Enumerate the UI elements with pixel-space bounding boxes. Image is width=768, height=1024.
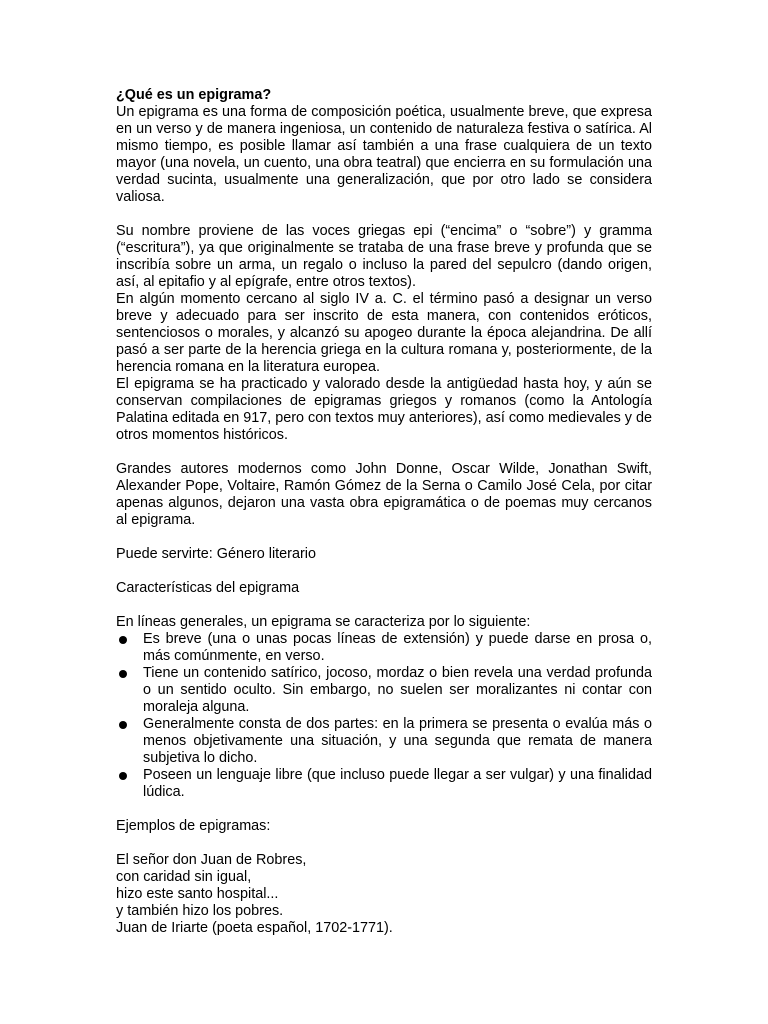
paragraph-authors: Grandes autores modernos como John Donne, Oscar Wilde, Jonathan Swift, Alexander Pope, Voltaire, Ramón Gómez de la Serna o Camilo José Cela, por citar apenas algunos, dejaron una vasta obra epigramática o de poemas muy cercanos al epigrama. <box>116 461 652 528</box>
document-title: ¿Qué es un epigrama? <box>116 87 272 103</box>
paragraph-etymology: Su nombre proviene de las voces griegas epi (“encima” o “sobre”) y gramma (“escritura”), ya que originalmente se trataba de una frase breve y profunda que se inscribía sobre un arma, un regalo o incluso la pared del sepulcro (dando origen, así, al epitafio y al epígrafe, entre otros textos). <box>116 223 652 290</box>
characteristics-intro: En líneas generales, un epigrama se caracteriza por lo siguiente: <box>116 614 531 630</box>
related-link-text: Puede servirte: Género literario <box>116 546 316 562</box>
paragraph-history: En algún momento cercano al siglo IV a. C. el término pasó a designar un verso breve y adecuado para ser inscrito de esta manera, con contenidos eróticos, sentenciosos o morales, y alcanzó su apogeo durante la época alejandrina. De allí pasó a ser parte de la herencia griega en la cultura romana y, posteriormente, de la herencia romana en la literatura europea. <box>116 291 652 375</box>
bullet-icon <box>119 772 127 780</box>
spacer <box>116 529 652 546</box>
paragraph-practice: El epigrama se ha practicado y valorado desde la antigüedad hasta hoy, y aún se conservan compilaciones de epigramas griegos y romanos (como la Antología Palatina editada en 917, pero con textos muy anteriores), así como medievales y de otros momentos históricos. <box>116 376 652 443</box>
list-item-text: Es breve (una o unas pocas líneas de extensión) y puede darse en prosa o, más comúnmente, en verso. <box>143 631 652 664</box>
characteristics-list <box>116 631 652 801</box>
spacer <box>116 563 652 580</box>
list-item <box>116 665 652 716</box>
poem-line: hizo este santo hospital... <box>116 886 279 902</box>
section-heading-characteristics: Características del epigrama <box>116 580 300 596</box>
bullet-icon <box>119 636 127 644</box>
examples-heading: Ejemplos de epigramas: <box>116 818 271 834</box>
poem-line: y también hizo los pobres. <box>116 903 284 919</box>
poem-example <box>116 852 652 937</box>
list-item <box>116 631 652 665</box>
bullet-icon <box>119 670 127 678</box>
spacer <box>116 444 652 461</box>
spacer <box>116 801 652 818</box>
list-item <box>116 716 652 767</box>
spacer <box>116 206 652 223</box>
poem-line: El señor don Juan de Robres, <box>116 852 307 868</box>
spacer <box>116 597 652 614</box>
paragraph-definition: Un epigrama es una forma de composición poética, usualmente breve, que expresa en un verso y de manera ingeniosa, un contenido de naturaleza festiva o satírica. Al mismo tiempo, es posible llamar así también a una frase cualquiera de un texto mayor (una novela, un cuento, una obra teatral) que encierra en su formulación una verdad sucinta, usualmente una generalización, que por otro lado se considera valiosa. <box>116 104 652 205</box>
list-item <box>116 767 652 801</box>
poem-attribution: Juan de Iriarte (poeta español, 1702-1771). <box>116 920 393 936</box>
poem-line: con caridad sin igual, <box>116 869 252 885</box>
document-body <box>116 87 652 937</box>
list-item-text: Poseen un lenguaje libre (que incluso puede llegar a ser vulgar) y una finalidad lúdica. <box>143 767 652 800</box>
spacer <box>116 835 652 852</box>
bullet-icon <box>119 721 127 729</box>
list-item-text: Generalmente consta de dos partes: en la primera se presenta o evalúa más o menos objetivamente una situación, y una segunda que remata de manera subjetiva lo dicho. <box>143 716 652 766</box>
list-item-text: Tiene un contenido satírico, jocoso, mordaz o bien revela una verdad profunda o un sentido oculto. Sin embargo, no suelen ser moralizantes ni contar con moraleja alguna. <box>143 665 652 715</box>
